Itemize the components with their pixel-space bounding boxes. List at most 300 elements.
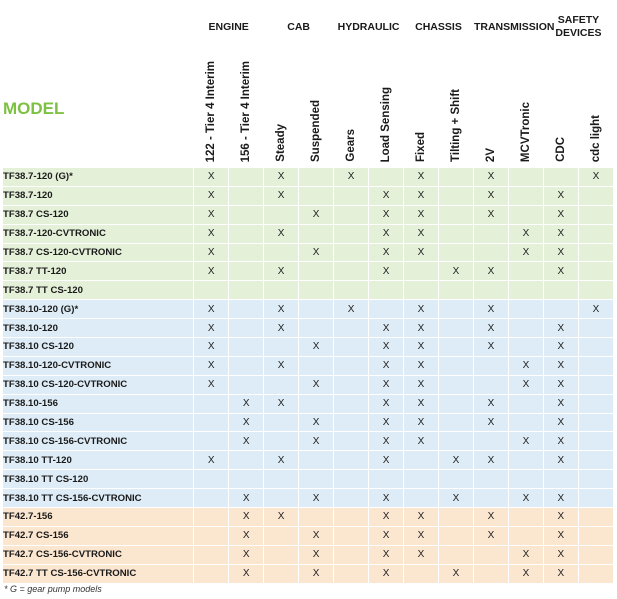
option-cell: [438, 281, 473, 300]
model-name-cell: TF38.7-120-CVTRONIC: [3, 224, 194, 243]
model-name-cell: TF38.7 CS-120-CVTRONIC: [3, 243, 194, 262]
option-cell: [578, 394, 613, 413]
option-cell: [578, 489, 613, 508]
option-cell: X: [229, 432, 264, 451]
model-name-cell: TF38.10 CS-120-CVTRONIC: [3, 375, 194, 394]
col-header-label: 156 - Tier 4 Interim: [240, 60, 253, 162]
table-row: [3, 319, 614, 338]
option-cell: [194, 526, 229, 545]
option-cell: [229, 338, 264, 357]
option-cell: [334, 470, 369, 489]
group-header-hydraulic: HYDRAULIC: [334, 5, 404, 50]
option-cell: [578, 470, 613, 489]
option-cell: [299, 281, 334, 300]
option-cell: [229, 186, 264, 205]
option-cell: X: [264, 186, 299, 205]
option-cell: X: [438, 489, 473, 508]
model-name-cell: TF38.10-120: [3, 319, 194, 338]
model-name-cell: TF42.7 TT CS-156-CVTRONIC: [3, 564, 194, 583]
option-cell: [264, 413, 299, 432]
col-header-label: Suspended: [310, 100, 323, 162]
model-header-spacer: [3, 5, 194, 50]
option-cell: [369, 281, 404, 300]
option-cell: [404, 564, 439, 583]
table-header: [3, 5, 614, 168]
option-cell: X: [229, 545, 264, 564]
option-cell: [508, 186, 543, 205]
col-header-label: Tilting + Shift: [449, 89, 462, 162]
option-cell: [578, 413, 613, 432]
col-header-gears: [334, 50, 369, 168]
option-cell: [404, 470, 439, 489]
option-cell: [578, 186, 613, 205]
option-cell: [438, 394, 473, 413]
option-cell: X: [229, 508, 264, 527]
model-name-cell: TF38.7-120 (G)*: [3, 168, 194, 187]
model-column-header: MODEL: [3, 50, 194, 168]
option-cell: [473, 281, 508, 300]
option-cell: [438, 526, 473, 545]
option-cell: X: [194, 338, 229, 357]
option-cell: [473, 356, 508, 375]
option-cell: [438, 300, 473, 319]
option-cell: [299, 394, 334, 413]
option-cell: X: [369, 526, 404, 545]
footnote: * G = gear pump models: [4, 584, 102, 594]
option-cell: [438, 432, 473, 451]
model-name-cell: TF38.10 CS-156: [3, 413, 194, 432]
option-cell: X: [369, 243, 404, 262]
option-cell: [334, 489, 369, 508]
option-cell: [264, 489, 299, 508]
option-cell: [578, 224, 613, 243]
option-cell: [299, 186, 334, 205]
group-header-safety-devices: SAFETY DEVICES: [543, 5, 613, 50]
option-cell: [334, 451, 369, 470]
option-cell: X: [508, 545, 543, 564]
model-name-cell: TF42.7-156: [3, 508, 194, 527]
option-cell: [578, 281, 613, 300]
option-cell: X: [299, 489, 334, 508]
option-cell: [194, 394, 229, 413]
option-cell: [334, 186, 369, 205]
option-cell: [543, 470, 578, 489]
option-cell: X: [299, 375, 334, 394]
option-cell: X: [369, 186, 404, 205]
option-cell: X: [299, 526, 334, 545]
option-cell: X: [543, 564, 578, 583]
option-cell: X: [369, 262, 404, 281]
option-cell: [508, 413, 543, 432]
option-cell: [578, 508, 613, 527]
option-cell: [578, 338, 613, 357]
option-cell: X: [543, 186, 578, 205]
option-cell: [508, 394, 543, 413]
option-cell: [578, 319, 613, 338]
option-cell: X: [194, 319, 229, 338]
option-cell: X: [369, 432, 404, 451]
option-cell: X: [194, 205, 229, 224]
option-cell: X: [299, 545, 334, 564]
option-cell: [438, 243, 473, 262]
option-cell: [229, 356, 264, 375]
table-row: [3, 281, 614, 300]
option-cell: [334, 545, 369, 564]
option-cell: X: [404, 300, 439, 319]
option-cell: [543, 300, 578, 319]
option-cell: [299, 470, 334, 489]
option-cell: X: [543, 356, 578, 375]
option-cell: X: [438, 262, 473, 281]
option-cell: X: [473, 319, 508, 338]
option-cell: X: [404, 243, 439, 262]
option-cell: X: [404, 319, 439, 338]
option-cell: [578, 545, 613, 564]
col-header-cdc: [543, 50, 578, 168]
option-cell: [334, 319, 369, 338]
option-cell: X: [473, 168, 508, 187]
option-cell: [334, 394, 369, 413]
option-cell: X: [404, 432, 439, 451]
option-cell: [334, 356, 369, 375]
option-cell: X: [473, 186, 508, 205]
option-cell: [578, 262, 613, 281]
col-header-156-tier4: [229, 50, 264, 168]
option-cell: X: [369, 375, 404, 394]
option-cell: X: [543, 205, 578, 224]
option-cell: X: [543, 394, 578, 413]
option-cell: [229, 375, 264, 394]
option-cell: [264, 526, 299, 545]
option-cell: [299, 168, 334, 187]
option-cell: [229, 205, 264, 224]
option-cell: [578, 205, 613, 224]
model-name-cell: TF38.7 CS-120: [3, 205, 194, 224]
option-cell: X: [473, 394, 508, 413]
option-cell: X: [543, 338, 578, 357]
option-cell: [299, 451, 334, 470]
option-cell: [473, 489, 508, 508]
option-cell: [473, 564, 508, 583]
option-cell: [473, 375, 508, 394]
option-cell: X: [229, 564, 264, 583]
col-header-load-sensing: [369, 50, 404, 168]
option-cell: [369, 300, 404, 319]
option-cell: [194, 489, 229, 508]
option-cell: X: [543, 262, 578, 281]
model-name-cell: TF38.10 CS-120: [3, 338, 194, 357]
option-cell: [229, 262, 264, 281]
option-cell: X: [508, 564, 543, 583]
option-cell: [508, 508, 543, 527]
option-cell: X: [264, 262, 299, 281]
option-cell: [229, 281, 264, 300]
option-cell: [369, 470, 404, 489]
option-cell: [404, 281, 439, 300]
option-cell: X: [508, 489, 543, 508]
option-cell: X: [473, 451, 508, 470]
option-cell: [299, 356, 334, 375]
option-cell: X: [578, 168, 613, 187]
option-cell: [299, 224, 334, 243]
option-cell: X: [404, 338, 439, 357]
option-cell: X: [404, 545, 439, 564]
option-cell: [473, 224, 508, 243]
option-cell: X: [229, 413, 264, 432]
col-header-label: Gears: [345, 129, 358, 162]
option-cell: X: [543, 319, 578, 338]
model-name-cell: TF42.7 CS-156-CVTRONIC: [3, 545, 194, 564]
table-row: [3, 545, 614, 564]
model-name-cell: TF38.10-156: [3, 394, 194, 413]
option-cell: X: [508, 375, 543, 394]
option-cell: [508, 319, 543, 338]
option-cell: [334, 432, 369, 451]
option-cell: X: [194, 243, 229, 262]
option-cell: [508, 168, 543, 187]
table-row: [3, 356, 614, 375]
option-cell: [334, 508, 369, 527]
option-cell: [334, 564, 369, 583]
option-cell: [508, 205, 543, 224]
table-row: [3, 489, 614, 508]
option-cell: X: [543, 545, 578, 564]
table-row: [3, 432, 614, 451]
option-cell: [264, 375, 299, 394]
option-cell: [438, 413, 473, 432]
option-cell: [404, 489, 439, 508]
option-cell: [194, 564, 229, 583]
option-cell: [229, 168, 264, 187]
option-cell: X: [264, 168, 299, 187]
option-cell: X: [194, 451, 229, 470]
option-cell: X: [369, 508, 404, 527]
table-row: [3, 564, 614, 583]
option-cell: X: [229, 394, 264, 413]
option-cell: [508, 470, 543, 489]
option-cell: X: [194, 224, 229, 243]
option-cell: X: [473, 205, 508, 224]
option-cell: X: [299, 205, 334, 224]
option-cell: X: [543, 489, 578, 508]
option-cell: [194, 470, 229, 489]
option-cell: [264, 281, 299, 300]
option-cell: [264, 564, 299, 583]
option-cell: X: [369, 545, 404, 564]
option-cell: X: [473, 526, 508, 545]
option-cell: [473, 545, 508, 564]
option-cell: X: [473, 508, 508, 527]
option-cell: X: [473, 338, 508, 357]
col-header-label: Fixed: [415, 131, 427, 162]
col-header-label: 2V: [484, 147, 497, 162]
option-cell: X: [299, 564, 334, 583]
col-header-label: MCVTronic: [519, 101, 532, 162]
col-header-suspended: [299, 50, 334, 168]
option-cell: [334, 224, 369, 243]
option-cell: X: [508, 356, 543, 375]
option-cell: X: [264, 394, 299, 413]
model-name-cell: TF42.7 CS-156: [3, 526, 194, 545]
option-cell: [508, 526, 543, 545]
option-cell: X: [543, 413, 578, 432]
option-cell: X: [578, 300, 613, 319]
option-cell: [473, 432, 508, 451]
option-cell: X: [473, 413, 508, 432]
group-header-cab: CAB: [264, 5, 334, 50]
option-cell: X: [404, 413, 439, 432]
col-header-label: Load Sensing: [380, 86, 393, 162]
table-row: [3, 168, 614, 187]
option-cell: [438, 186, 473, 205]
option-cell: [299, 262, 334, 281]
option-cell: [264, 338, 299, 357]
model-name-cell: TF38.10 TT-120: [3, 451, 194, 470]
model-name-cell: TF38.10 TT CS-120: [3, 470, 194, 489]
option-cell: X: [299, 243, 334, 262]
option-cell: [264, 243, 299, 262]
option-cell: [438, 470, 473, 489]
option-cell: X: [264, 224, 299, 243]
option-cell: [473, 243, 508, 262]
option-cell: [194, 545, 229, 564]
col-header-steady: [264, 50, 299, 168]
option-cell: [334, 205, 369, 224]
option-cell: [229, 451, 264, 470]
group-header-row: [3, 5, 614, 50]
col-header-mcvtronic: [508, 50, 543, 168]
option-cell: [334, 281, 369, 300]
option-cell: [508, 300, 543, 319]
option-cell: [334, 262, 369, 281]
option-cell: [578, 432, 613, 451]
option-cell: X: [404, 526, 439, 545]
table-row: [3, 451, 614, 470]
table-row: [3, 508, 614, 527]
option-cell: [508, 262, 543, 281]
table-row: [3, 470, 614, 489]
col-header-label: Steady: [275, 124, 288, 162]
table-row: [3, 338, 614, 357]
option-cell: X: [264, 356, 299, 375]
option-cell: [229, 319, 264, 338]
option-cell: X: [543, 508, 578, 527]
model-name-cell: TF38.10 TT CS-156-CVTRONIC: [3, 489, 194, 508]
option-cell: X: [438, 451, 473, 470]
option-cell: X: [404, 508, 439, 527]
option-cell: [299, 300, 334, 319]
model-name-cell: TF38.7 TT-120: [3, 262, 194, 281]
col-header-label: 122 - Tier 4 Interim: [205, 60, 218, 162]
option-cell: X: [543, 375, 578, 394]
option-cell: [473, 470, 508, 489]
col-header-fixed: [404, 50, 439, 168]
option-cell: X: [508, 224, 543, 243]
option-cell: [334, 338, 369, 357]
option-cell: [404, 262, 439, 281]
table-row: [3, 526, 614, 545]
option-cell: X: [194, 186, 229, 205]
option-cell: [438, 205, 473, 224]
col-header-cdc-light: [578, 50, 613, 168]
table-row: [3, 375, 614, 394]
option-cell: [438, 545, 473, 564]
option-cell: [264, 470, 299, 489]
col-header-label: cdc light: [589, 114, 602, 162]
option-cell: X: [508, 432, 543, 451]
option-cell: [508, 281, 543, 300]
option-cell: [438, 356, 473, 375]
option-cell: [194, 281, 229, 300]
option-cell: [194, 508, 229, 527]
option-cell: X: [438, 564, 473, 583]
model-name-cell: TF38.10 CS-156-CVTRONIC: [3, 432, 194, 451]
option-cell: X: [473, 300, 508, 319]
table-row: [3, 224, 614, 243]
option-cell: X: [334, 300, 369, 319]
option-cell: [334, 375, 369, 394]
option-cell: X: [369, 451, 404, 470]
spec-table: [2, 4, 614, 584]
option-cell: [578, 375, 613, 394]
option-cell: X: [334, 168, 369, 187]
option-cell: X: [369, 338, 404, 357]
option-cell: [299, 319, 334, 338]
option-cell: [299, 508, 334, 527]
option-cell: X: [299, 338, 334, 357]
option-cell: X: [264, 319, 299, 338]
table-body: [3, 168, 614, 584]
option-cell: X: [194, 168, 229, 187]
option-cell: [438, 375, 473, 394]
option-cell: X: [299, 432, 334, 451]
option-cell: [194, 432, 229, 451]
option-cell: X: [404, 186, 439, 205]
option-cell: [369, 168, 404, 187]
option-cell: [404, 451, 439, 470]
option-cell: X: [264, 300, 299, 319]
option-cell: X: [369, 356, 404, 375]
option-cell: [438, 508, 473, 527]
option-cell: X: [404, 394, 439, 413]
col-header-122-tier4: [194, 50, 229, 168]
table-row: [3, 262, 614, 281]
option-cell: [543, 168, 578, 187]
option-cell: X: [543, 224, 578, 243]
model-name-cell: TF38.7 TT CS-120: [3, 281, 194, 300]
option-cell: [264, 205, 299, 224]
option-cell: X: [543, 451, 578, 470]
option-cell: X: [264, 451, 299, 470]
option-cell: X: [369, 224, 404, 243]
option-cell: X: [369, 319, 404, 338]
option-cell: [264, 432, 299, 451]
col-header-label: CDC: [554, 137, 567, 162]
option-cell: X: [404, 356, 439, 375]
option-cell: [543, 281, 578, 300]
option-cell: [438, 168, 473, 187]
option-cell: X: [543, 526, 578, 545]
table-row: [3, 300, 614, 319]
option-cell: [229, 243, 264, 262]
table-row: [3, 394, 614, 413]
model-name-cell: TF38.10-120-CVTRONIC: [3, 356, 194, 375]
option-cell: [578, 526, 613, 545]
option-cell: [438, 224, 473, 243]
option-cell: X: [369, 394, 404, 413]
option-cell: [508, 338, 543, 357]
option-cell: [229, 224, 264, 243]
